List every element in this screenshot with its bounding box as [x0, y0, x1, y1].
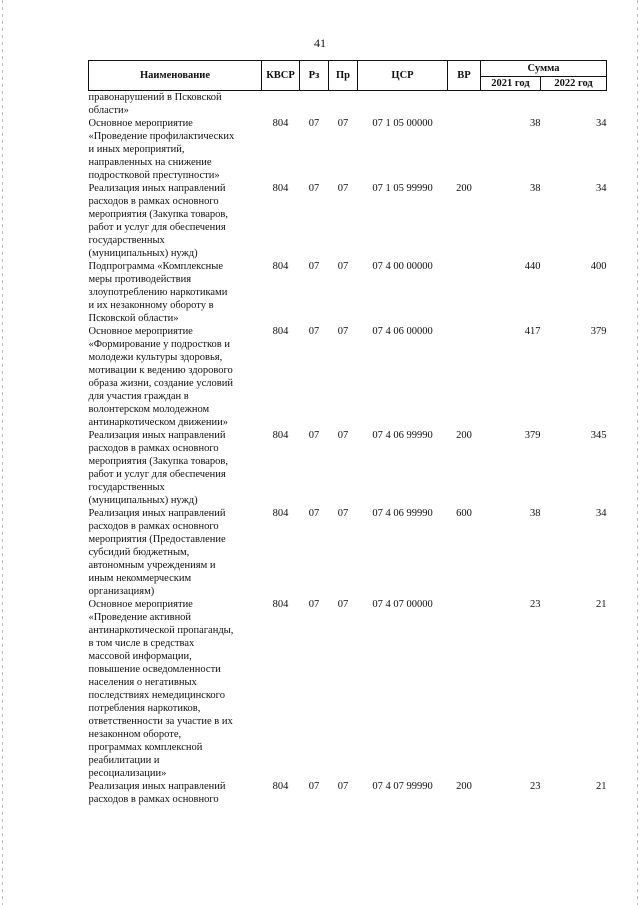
cell-y2022: 345	[590, 430, 607, 441]
cell-csr: 07 4 00 00000	[372, 261, 433, 272]
cell-y2021: 38	[530, 508, 541, 519]
cell-y2021: 23	[530, 781, 541, 792]
cell-pr: 07	[337, 781, 349, 792]
table-row	[89, 507, 607, 598]
cell-y2022: 21	[596, 599, 607, 610]
cell-vr	[448, 117, 481, 182]
cell-csr: 07 1 05 99990	[372, 183, 433, 194]
cell-pr: 07	[337, 508, 349, 519]
cell-y2022: 400	[590, 261, 607, 272]
cell-rz	[300, 91, 329, 118]
cell-kvsr: 804	[272, 183, 289, 194]
cell-csr: 07 4 06 99990	[372, 430, 433, 441]
cell-kvsr: 804	[272, 508, 289, 519]
cell-kvsr: 804	[272, 781, 289, 792]
cell-vr	[448, 91, 481, 118]
table-row	[89, 260, 607, 325]
cell-y2022	[541, 91, 607, 118]
cell-name: Основное мероприятие «Проведение профилактических и иных мероприятий, направленных на снижение подростковой преступности»	[88, 118, 235, 181]
scan-edge-right	[637, 0, 638, 905]
cell-y2022: 34	[596, 118, 607, 129]
page-number: 41	[314, 36, 326, 50]
table-body	[89, 91, 607, 807]
cell-vr: 200	[456, 781, 472, 792]
cell-csr: 07 4 07 00000	[372, 599, 433, 610]
cell-y2022: 21	[596, 781, 607, 792]
cell-name: Реализация иных направлений расходов в рамках основного мероприятия (Предоставление субсидий бюджетным, автономным учреждениям и иным некоммерческим организациям)	[88, 508, 226, 597]
cell-name: правонарушений в Псковской области»	[88, 92, 222, 116]
cell-csr: 07 4 07 99990	[372, 781, 433, 792]
header-2021: 2021 год	[481, 77, 541, 91]
cell-vr	[448, 260, 481, 325]
cell-rz: 07	[308, 508, 320, 519]
cell-y2022: 34	[596, 508, 607, 519]
cell-y2022: 379	[590, 326, 607, 337]
table-row	[89, 429, 607, 507]
cell-vr	[448, 325, 481, 429]
cell-csr: 07 1 05 00000	[372, 118, 433, 129]
scan-edge-left	[2, 0, 3, 905]
cell-vr	[448, 598, 481, 780]
cell-name: Основное мероприятие «Проведение активной антинаркотической пропаганды, в том числе в средствах массовой информации, повышение осведомленности населения о негативных последствиях немедицинского потребления наркотиков, ответственности за участие в их незаконном обороте, программах комплексной реабилитации и ресоциализации»	[88, 599, 234, 779]
cell-kvsr: 804	[272, 261, 289, 272]
budget-table	[88, 60, 607, 806]
table-row	[89, 598, 607, 780]
cell-csr	[358, 91, 448, 118]
header-rz: Рз	[300, 61, 329, 91]
cell-vr: 600	[456, 508, 472, 519]
cell-kvsr: 804	[272, 326, 289, 337]
header-kvsr: КВСР	[262, 61, 300, 91]
header-csr: ЦСР	[358, 61, 448, 91]
cell-pr: 07	[337, 183, 349, 194]
table-row	[89, 91, 607, 118]
cell-rz: 07	[308, 326, 320, 337]
header-2022: 2022 год	[541, 77, 607, 91]
cell-rz: 07	[308, 599, 320, 610]
cell-rz: 07	[308, 261, 320, 272]
header-sum: Сумма	[481, 61, 607, 77]
cell-pr	[329, 91, 358, 118]
cell-y2021: 417	[524, 326, 541, 337]
table-header	[89, 61, 607, 91]
cell-rz: 07	[308, 118, 320, 129]
table-row	[89, 182, 607, 260]
cell-rz: 07	[308, 781, 320, 792]
cell-kvsr	[262, 91, 300, 118]
cell-y2022: 34	[596, 183, 607, 194]
header-name: Наименование	[89, 61, 262, 91]
cell-y2021: 440	[524, 261, 541, 272]
cell-pr: 07	[337, 118, 349, 129]
cell-name: Подпрограмма «Комплексные меры противодействия злоупотреблению наркотиками и их незаконному обороту в Псковской области»	[88, 261, 228, 324]
header-vr: ВР	[448, 61, 481, 91]
table-row	[89, 325, 607, 429]
cell-kvsr: 804	[272, 599, 289, 610]
cell-name: Основное мероприятие «Формирование у подростков и молодежи культуры здоровья, мотивации к ведению здорового образа жизни, создание условий для участия граждан в волонтерском молодежном антинаркотическом движении»	[88, 326, 233, 428]
cell-pr: 07	[337, 326, 349, 337]
cell-y2021	[481, 91, 541, 118]
table-row	[89, 117, 607, 182]
cell-y2021: 379	[524, 430, 541, 441]
cell-y2021: 38	[530, 118, 541, 129]
cell-y2021: 38	[530, 183, 541, 194]
cell-kvsr: 804	[272, 430, 289, 441]
cell-vr: 200	[456, 430, 472, 441]
cell-name: Реализация иных направлений расходов в рамках основного мероприятия (Закупка товаров, работ и услуг для обеспечения государственных (муниципальных) нужд)	[88, 430, 229, 506]
cell-name: Реализация иных направлений расходов в рамках основного	[88, 781, 226, 805]
cell-rz: 07	[308, 183, 320, 194]
cell-name: Реализация иных направлений расходов в рамках основного мероприятия (Закупка товаров, работ и услуг для обеспечения государственных (муниципальных) нужд)	[88, 183, 229, 259]
cell-y2021: 23	[530, 599, 541, 610]
cell-pr: 07	[337, 599, 349, 610]
header-pr: Пр	[329, 61, 358, 91]
cell-vr: 200	[456, 183, 472, 194]
cell-rz: 07	[308, 430, 320, 441]
table-row	[89, 780, 607, 806]
cell-kvsr: 804	[272, 118, 289, 129]
cell-pr: 07	[337, 430, 349, 441]
cell-csr: 07 4 06 99990	[372, 508, 433, 519]
cell-pr: 07	[337, 261, 349, 272]
cell-csr: 07 4 06 00000	[372, 326, 433, 337]
